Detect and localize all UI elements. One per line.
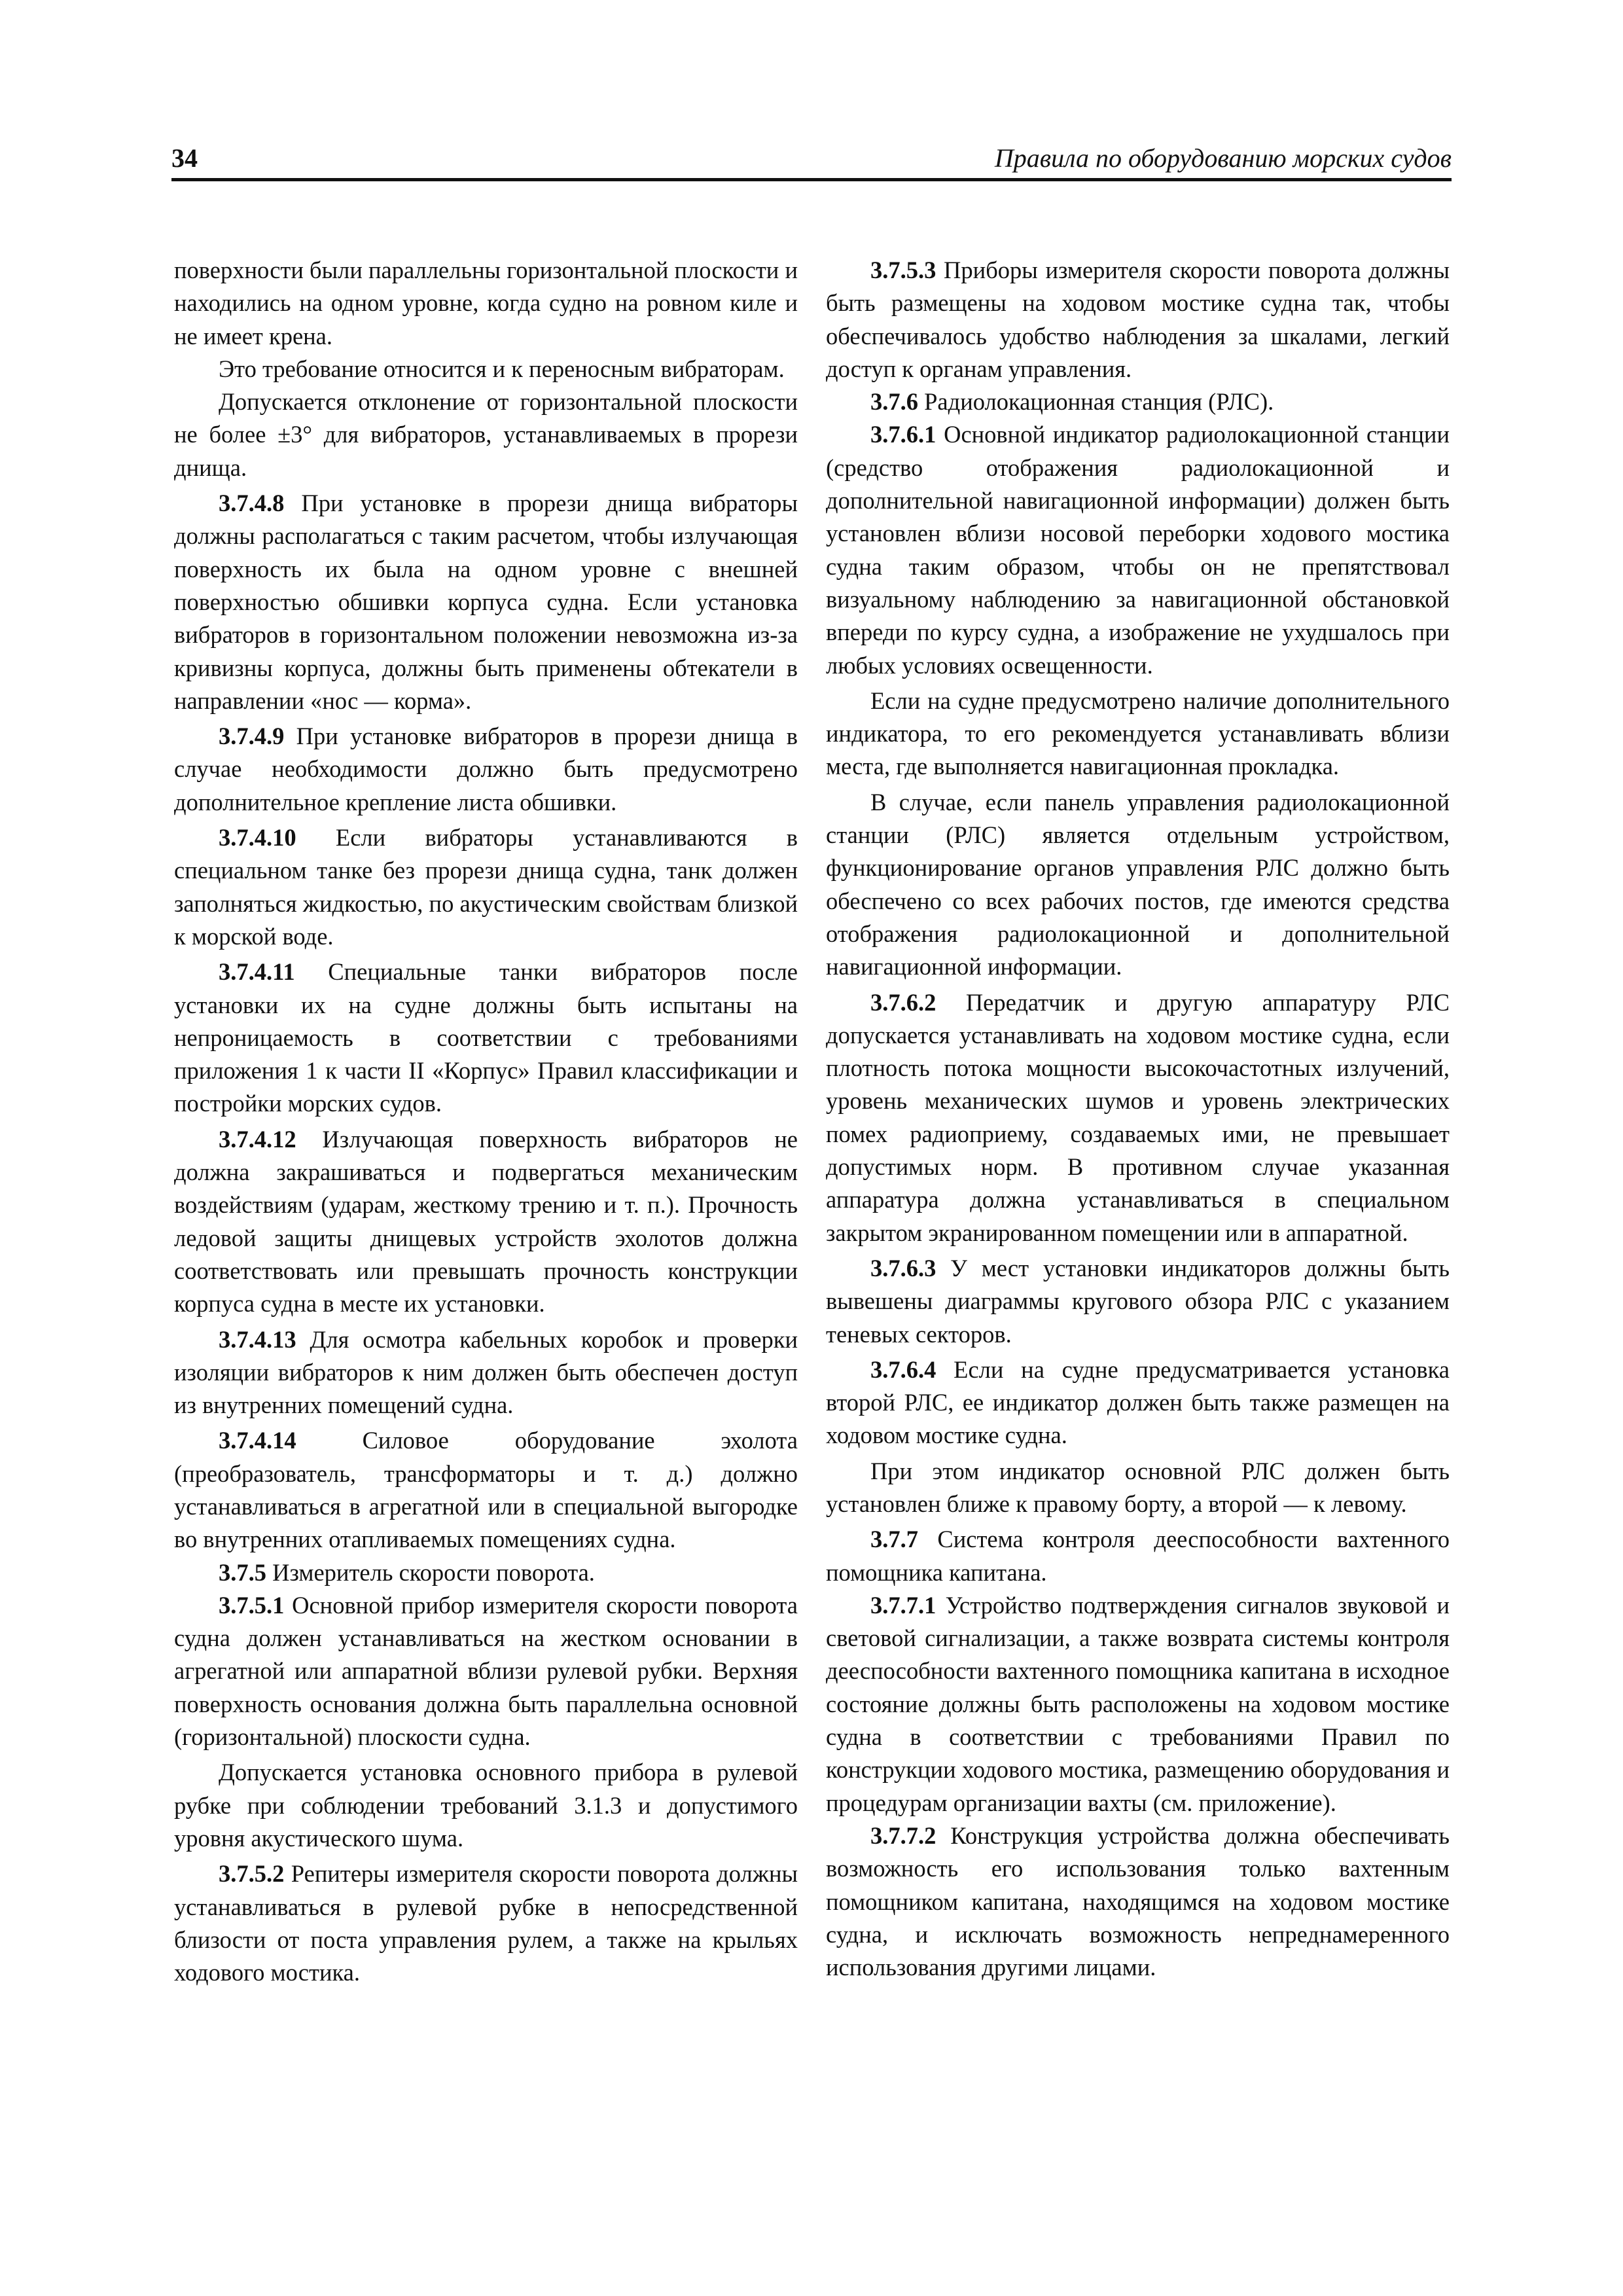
clause-number: 3.7.5 [219, 1558, 266, 1586]
paragraph: 3.7.4.12 Излучающая поверхность вибраторов не должна закрашиваться и подвергаться механическим воздействиям (ударам, жесткому трению и т. п.). Прочность ледовой защиты днищевых устройств эхолотов должна соответствовать или превышать прочность конструкции корпуса судна в месте их установки. [174, 1125, 798, 1318]
paragraph: В случае, если панель управления радиолокационной станции (РЛС) является отдельным устройством, функционирование органов управления РЛС должно быть обеспечено со всех рабочих постов, где имеются средства отображения радиолокационной и дополнительной навигационной информации. [826, 788, 1450, 980]
clause-number: 3.7.5.2 [219, 1860, 285, 1888]
header-rule [171, 178, 1452, 181]
paragraph: Если на судне предусмотрено наличие дополнительного индикатора, то его рекомендуется устанавливать вблизи места, где выполняется навигационная прокладка. [826, 687, 1450, 780]
clause-number: 3.7.4.11 [219, 958, 295, 986]
page-header [171, 143, 1452, 179]
paragraph: 3.7.4.14 Силовое оборудование эхолота (преобразователь, трансформаторы и т. д.) должно устанавливаться в агрегатной или в специальной выгородке во внутренних отапливаемых помещениях судна. [174, 1427, 798, 1553]
paragraph: 3.7.6.3 У мест установки индикаторов должны быть вывешены диаграммы кругового обзора РЛС с указанием теневых секторов. [826, 1254, 1450, 1348]
clause-number: 3.7.7 [870, 1526, 918, 1553]
clause-number: 3.7.7.2 [870, 1821, 936, 1849]
paragraph: 3.7.7.1 Устройство подтверждения сигналов звуковой и световой сигнализации, а также возврата системы контроля дееспособности вахтенного помощника капитана в исходное состояние должны быть расположены на ходовом мостике судна в соответствии с требованиями Правил по конструкции ходового мостика, размещению оборудования и процедурам организации вахты (см. приложение). [826, 1591, 1450, 1816]
clause-number: 3.7.6 [870, 388, 918, 416]
section-heading: 3.7.6 Радиолокационная станция (РЛС). [870, 388, 1274, 416]
paragraph: Допускается отклонение от горизонтальной плоскости не более ±3° для вибраторов, устанавливаемых в прорези днища. [174, 388, 798, 481]
clause-number: 3.7.4.14 [219, 1427, 296, 1454]
paragraph: При этом индикатор основной РЛС должен быть установлен ближе к правому борту, а второй — к левому. [826, 1457, 1450, 1517]
left-column [174, 254, 798, 1989]
clause-number: 3.7.6.2 [870, 988, 936, 1016]
paragraph: 3.7.6.1 Основной индикатор радиолокационной станции (средство отображения радиолокационной и дополнительной навигационной информации) должен быть установлен вблизи носовой переборки ходового мостика судна таким образом, чтобы он не препятствовал визуальному наблюдению за навигационной обстановкой впереди по курсу судна, а изображение не ухудшалось при любых условиях освещенности. [826, 421, 1450, 679]
paragraph: Это требование относится и к переносным вибраторам. [219, 355, 785, 382]
paragraph: Допускается установка основного прибора в рулевой рубке при соблюдении требований 3.1.3 и допустимого уровня акустического шума. [174, 1759, 798, 1852]
paragraph: поверхности были параллельны горизонтальной плоскости и находились на одном уровне, когда судно на ровном киле и не имеет крена. [174, 257, 798, 350]
paragraph: 3.7.4.10 Если вибраторы устанавливаются в специальном танке без прорези днища судна, танк должен заполняться жидкостью, по акустическим свойствам близкой к морской воде. [174, 824, 798, 950]
clause-number: 3.7.6.4 [870, 1355, 936, 1383]
paragraph: 3.7.5.2 Репитеры измерителя скорости поворота должны устанавливаться в рулевой рубке в непосредственной близости от поста управления рулем, а также на крыльях ходового мостика. [174, 1860, 798, 1986]
paragraph: 3.7.4.13 Для осмотра кабельных коробок и проверки изоляции вибраторов к ним должен быть обеспечен доступ из внутренних помещений судна. [174, 1325, 798, 1419]
right-column [826, 254, 1450, 1984]
running-title: Правила по оборудованию морских судов [994, 143, 1452, 173]
clause-number: 3.7.5.1 [219, 1591, 285, 1619]
paragraph: 3.7.6.2 Передатчик и другую аппаратуру РЛС допускается устанавливать на ходовом мостике судна, если плотность потока мощности высокочастотных излучений, уровень механических шумов и уровень электрических помех радиоприему, создаваемых ими, не превышает допустимых норм. В противном случае указанная аппаратура должна устанавливаться в специальном закрытом экранированном помещении или в аппаратной. [826, 988, 1450, 1246]
clause-number: 3.7.7.1 [870, 1591, 936, 1619]
section-heading: 3.7.5 Измеритель скорости поворота. [219, 1558, 595, 1586]
clause-number: 3.7.4.9 [219, 723, 285, 750]
paragraph: 3.7.4.9 При установке вибраторов в прорези днища в случае необходимости должно быть предусмотрено дополнительное крепление листа обшивки. [174, 723, 798, 816]
page-number: 34 [171, 143, 198, 173]
clause-number: 3.7.4.12 [219, 1125, 296, 1153]
clause-number: 3.7.4.13 [219, 1325, 296, 1353]
clause-number: 3.7.4.10 [219, 824, 296, 852]
clause-number: 3.7.6.1 [870, 421, 936, 448]
paragraph: 3.7.4.8 При установке в прорези днища вибраторы должны располагаться с таким расчетом, чтобы излучающая поверхность их была на одном уровне с внешней поверхностью обшивки корпуса судна. Если установка вибраторов в горизонтальном положении невозможна из-за кривизны корпуса, должны быть применены обтекатели в направлении «нос — корма». [174, 490, 798, 714]
paragraph: 3.7.7.2 Конструкция устройства должна обеспечивать возможность его использования только вахтенным помощником капитана, находящимся на ходовом мостике судна, и исключать возможность непреднамеренного использования другими лицами. [826, 1821, 1450, 1981]
paragraph: 3.7.5.1 Основной прибор измерителя скорости поворота судна должен устанавливаться на жестком основании в агрегатной или аппаратной вблизи рулевой рубки. Верхняя поверхность основания должна быть параллельна основной (горизонтальной) плоскости судна. [174, 1591, 798, 1751]
section-heading: 3.7.7 Система контроля дееспособности вахтенного помощника капитана. [826, 1526, 1450, 1586]
paragraph: 3.7.6.4 Если на судне предусматривается установка второй РЛС, ее индикатор должен быть также размещен на ходовом мостике судна. [826, 1355, 1450, 1449]
paragraph: 3.7.4.11 Специальные танки вибраторов после установки их на судне должны быть испытаны на непроницаемость в соответствии с требованиями приложения 1 к части II «Корпус» Правил классификации и постройки морских судов. [174, 958, 798, 1117]
paragraph: 3.7.5.3 Приборы измерителя скорости поворота должны быть размещены на ходовом мостике судна так, чтобы обеспечивалось удобство наблюдения за шкалами, легкий доступ к органам управления. [826, 257, 1450, 382]
clause-number: 3.7.6.3 [870, 1254, 936, 1282]
clause-number: 3.7.4.8 [219, 490, 285, 517]
clause-number: 3.7.5.3 [870, 257, 936, 283]
